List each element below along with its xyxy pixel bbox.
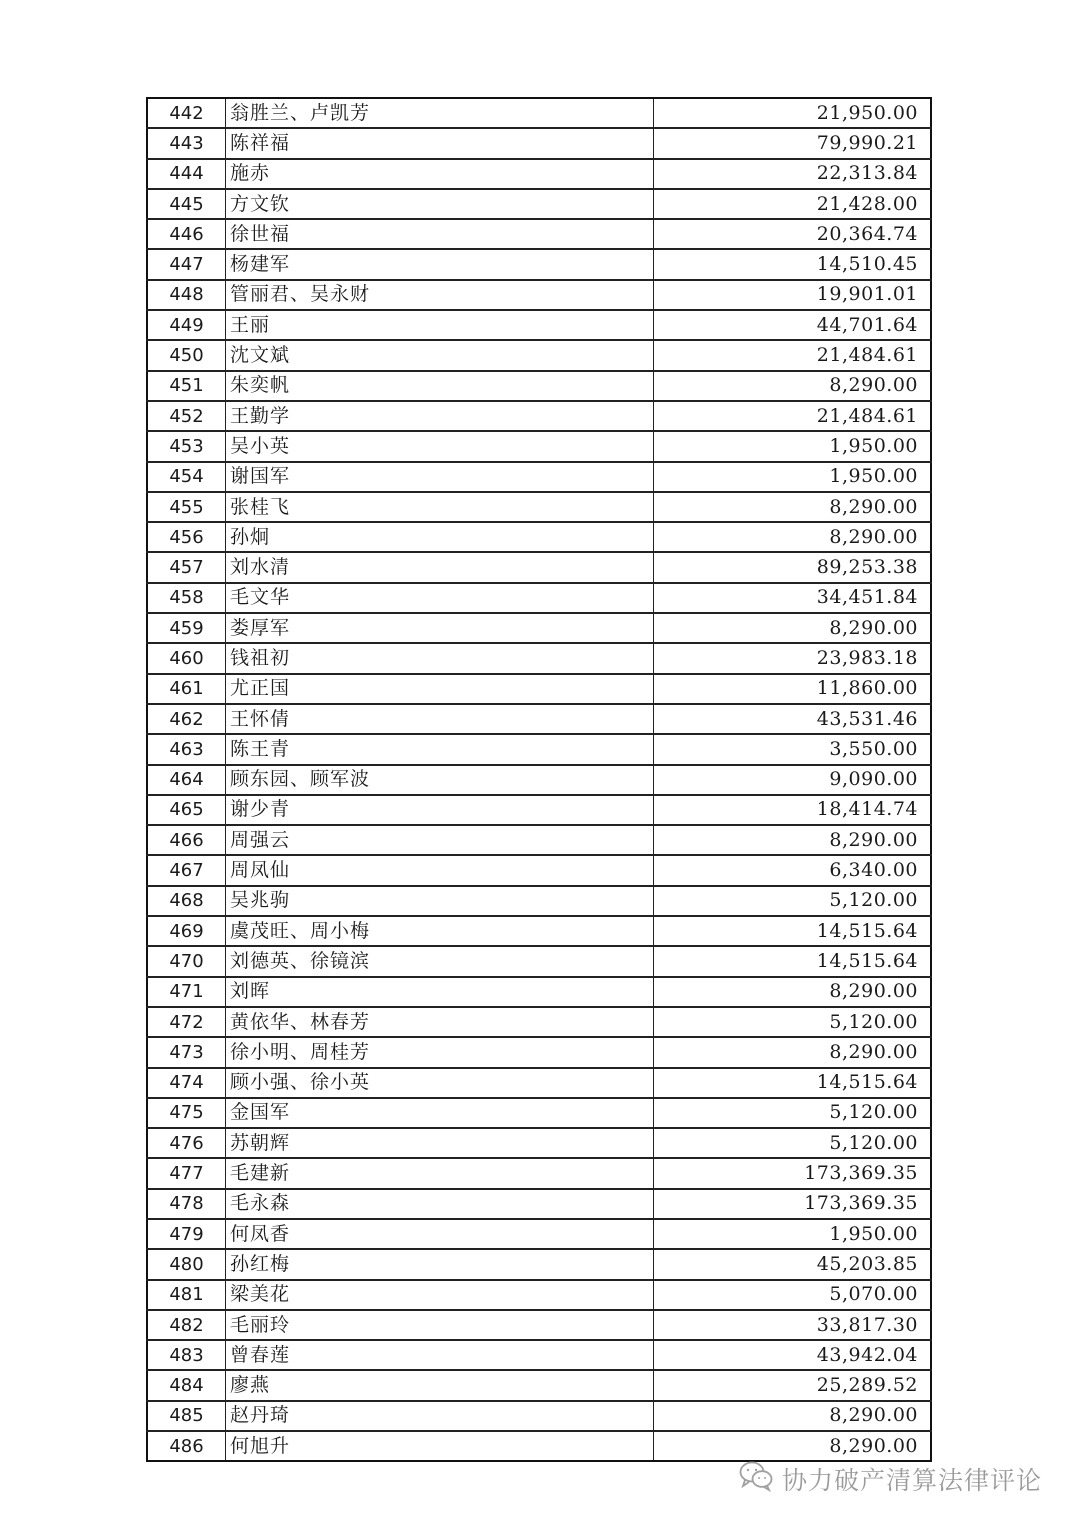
row-number: 469	[147, 916, 226, 946]
row-number: 448	[147, 280, 226, 310]
claim-amount: 43,942.04	[654, 1340, 932, 1370]
creditor-name: 周凤仙	[226, 855, 654, 885]
row-number: 442	[147, 98, 226, 128]
claim-amount: 43,531.46	[654, 704, 932, 734]
watermark-text: 协力破产清算法律评论	[781, 1466, 1042, 1495]
creditor-name: 陈祥福	[226, 128, 654, 158]
table-row	[147, 1189, 931, 1219]
creditor-name: 翁胜兰、卢凯芳	[226, 98, 654, 128]
claim-amount: 23,983.18	[654, 643, 932, 673]
table-row	[147, 795, 931, 825]
claim-amount: 8,290.00	[654, 492, 932, 522]
creditor-name: 陈王青	[226, 734, 654, 764]
table-row	[147, 1431, 931, 1461]
claim-amount: 33,817.30	[654, 1310, 932, 1340]
table-row	[147, 946, 931, 976]
claim-amount: 9,090.00	[654, 765, 932, 795]
table-row	[147, 825, 931, 855]
row-number: 481	[147, 1280, 226, 1310]
row-number: 443	[147, 128, 226, 158]
creditor-table-body	[147, 98, 931, 1461]
claim-amount: 8,290.00	[654, 825, 932, 855]
row-number: 478	[147, 1189, 226, 1219]
row-number: 480	[147, 1249, 226, 1279]
table-row	[147, 855, 931, 885]
claim-amount: 34,451.84	[654, 583, 932, 613]
table-row	[147, 128, 931, 158]
creditor-name: 梁美花	[226, 1280, 654, 1310]
claim-amount: 21,484.61	[654, 340, 932, 370]
table-row	[147, 249, 931, 279]
table-row	[147, 886, 931, 916]
row-number: 445	[147, 189, 226, 219]
creditor-name: 方文钦	[226, 189, 654, 219]
row-number: 466	[147, 825, 226, 855]
table-row	[147, 1219, 931, 1249]
creditor-name: 吴兆驹	[226, 886, 654, 916]
creditor-name: 孙红梅	[226, 1249, 654, 1279]
creditor-name: 毛文华	[226, 583, 654, 613]
table-row	[147, 704, 931, 734]
creditor-name: 曾春莲	[226, 1340, 654, 1370]
row-number: 468	[147, 886, 226, 916]
claim-amount: 8,290.00	[654, 613, 932, 643]
claim-amount: 79,990.21	[654, 128, 932, 158]
table-row	[147, 916, 931, 946]
claim-amount: 173,369.35	[654, 1189, 932, 1219]
creditor-name: 钱祖初	[226, 643, 654, 673]
table-row	[147, 522, 931, 552]
creditor-name: 毛永森	[226, 1189, 654, 1219]
claim-amount: 22,313.84	[654, 159, 932, 189]
creditor-name: 娄厚军	[226, 613, 654, 643]
claim-amount: 8,290.00	[654, 1431, 932, 1461]
row-number: 454	[147, 462, 226, 492]
row-number: 470	[147, 946, 226, 976]
table-row	[147, 552, 931, 582]
creditor-name: 毛建新	[226, 1158, 654, 1188]
creditor-name: 朱奕帆	[226, 371, 654, 401]
wechat-icon	[738, 1460, 774, 1498]
creditor-name: 顾小强、徐小英	[226, 1068, 654, 1098]
row-number: 474	[147, 1068, 226, 1098]
table-row	[147, 613, 931, 643]
claim-amount: 5,120.00	[654, 1128, 932, 1158]
row-number: 452	[147, 401, 226, 431]
creditor-name: 周强云	[226, 825, 654, 855]
claim-amount: 14,515.64	[654, 946, 932, 976]
table-row	[147, 159, 931, 189]
creditor-name: 管丽君、吴永财	[226, 280, 654, 310]
claim-amount: 1,950.00	[654, 431, 932, 461]
creditor-name: 何凤香	[226, 1219, 654, 1249]
table-row	[147, 674, 931, 704]
creditor-name: 金国军	[226, 1098, 654, 1128]
table-row	[147, 340, 931, 370]
table-row	[147, 1310, 931, 1340]
claim-amount: 14,510.45	[654, 249, 932, 279]
row-number: 467	[147, 855, 226, 885]
row-number: 486	[147, 1431, 226, 1461]
claim-amount: 1,950.00	[654, 1219, 932, 1249]
table-row	[147, 371, 931, 401]
claim-amount: 8,290.00	[654, 522, 932, 552]
row-number: 482	[147, 1310, 226, 1340]
table-row	[147, 1340, 931, 1370]
creditor-name: 刘晖	[226, 977, 654, 1007]
creditor-name: 谢少青	[226, 795, 654, 825]
row-number: 483	[147, 1340, 226, 1370]
creditor-name: 顾东园、顾军波	[226, 765, 654, 795]
creditor-name: 王丽	[226, 310, 654, 340]
table-row	[147, 1401, 931, 1431]
table-row	[147, 401, 931, 431]
row-number: 449	[147, 310, 226, 340]
creditor-name: 黄依华、林春芳	[226, 1007, 654, 1037]
row-number: 461	[147, 674, 226, 704]
claim-amount: 21,484.61	[654, 401, 932, 431]
row-number: 479	[147, 1219, 226, 1249]
claim-amount: 8,290.00	[654, 1037, 932, 1067]
creditor-name: 刘德英、徐镜滨	[226, 946, 654, 976]
creditor-name: 虞茂旺、周小梅	[226, 916, 654, 946]
creditor-name: 刘水清	[226, 552, 654, 582]
claim-amount: 5,120.00	[654, 1098, 932, 1128]
table-row	[147, 1158, 931, 1188]
row-number: 484	[147, 1370, 226, 1400]
table-row	[147, 431, 931, 461]
creditor-name: 沈文斌	[226, 340, 654, 370]
claim-amount: 5,120.00	[654, 1007, 932, 1037]
creditor-name: 毛丽玲	[226, 1310, 654, 1340]
row-number: 464	[147, 765, 226, 795]
table-row	[147, 1098, 931, 1128]
creditor-name: 何旭升	[226, 1431, 654, 1461]
row-number: 450	[147, 340, 226, 370]
table-row	[147, 462, 931, 492]
row-number: 458	[147, 583, 226, 613]
claim-amount: 8,290.00	[654, 371, 932, 401]
table-row	[147, 1280, 931, 1310]
creditor-name: 施赤	[226, 159, 654, 189]
claim-amount: 6,340.00	[654, 855, 932, 885]
creditor-table	[146, 97, 932, 1462]
row-number: 456	[147, 522, 226, 552]
row-number: 471	[147, 977, 226, 1007]
row-number: 472	[147, 1007, 226, 1037]
claim-amount: 8,290.00	[654, 977, 932, 1007]
creditor-name: 孙炯	[226, 522, 654, 552]
creditor-name: 王怀倩	[226, 704, 654, 734]
claim-amount: 45,203.85	[654, 1249, 932, 1279]
claim-amount: 21,428.00	[654, 189, 932, 219]
table-row	[147, 1068, 931, 1098]
claim-amount: 21,950.00	[654, 98, 932, 128]
table-row	[147, 734, 931, 764]
row-number: 446	[147, 219, 226, 249]
claim-amount: 8,290.00	[654, 1401, 932, 1431]
claim-amount: 3,550.00	[654, 734, 932, 764]
creditor-name: 吴小英	[226, 431, 654, 461]
claim-amount: 14,515.64	[654, 916, 932, 946]
row-number: 463	[147, 734, 226, 764]
row-number: 447	[147, 249, 226, 279]
claim-amount: 18,414.74	[654, 795, 932, 825]
creditor-name: 杨建军	[226, 249, 654, 279]
table-row	[147, 219, 931, 249]
row-number: 453	[147, 431, 226, 461]
row-number: 459	[147, 613, 226, 643]
claim-amount: 11,860.00	[654, 674, 932, 704]
claim-amount: 20,364.74	[654, 219, 932, 249]
table-row	[147, 1007, 931, 1037]
creditor-name: 廖燕	[226, 1370, 654, 1400]
row-number: 455	[147, 492, 226, 522]
row-number: 473	[147, 1037, 226, 1067]
claim-amount: 25,289.52	[654, 1370, 932, 1400]
row-number: 444	[147, 159, 226, 189]
row-number: 485	[147, 1401, 226, 1431]
creditor-name: 苏朝辉	[226, 1128, 654, 1158]
row-number: 462	[147, 704, 226, 734]
creditor-name: 徐世福	[226, 219, 654, 249]
creditor-name: 王勤学	[226, 401, 654, 431]
table-row	[147, 977, 931, 1007]
claim-amount: 173,369.35	[654, 1158, 932, 1188]
claim-amount: 14,515.64	[654, 1068, 932, 1098]
claim-amount: 5,120.00	[654, 886, 932, 916]
table-row	[147, 98, 931, 128]
table-row	[147, 1128, 931, 1158]
table-row	[147, 280, 931, 310]
creditor-name: 尤正国	[226, 674, 654, 704]
row-number: 460	[147, 643, 226, 673]
row-number: 451	[147, 371, 226, 401]
claim-amount: 5,070.00	[654, 1280, 932, 1310]
creditor-name: 谢国军	[226, 462, 654, 492]
claim-amount: 89,253.38	[654, 552, 932, 582]
row-number: 476	[147, 1128, 226, 1158]
table-row	[147, 643, 931, 673]
table-row	[147, 1370, 931, 1400]
row-number: 457	[147, 552, 226, 582]
table-row	[147, 310, 931, 340]
claim-amount: 44,701.64	[654, 310, 932, 340]
creditor-name: 徐小明、周桂芳	[226, 1037, 654, 1067]
creditor-name: 张桂飞	[226, 492, 654, 522]
table-row	[147, 765, 931, 795]
table-row	[147, 189, 931, 219]
claim-amount: 1,950.00	[654, 462, 932, 492]
claim-amount: 19,901.01	[654, 280, 932, 310]
table-row	[147, 492, 931, 522]
creditor-name: 赵丹琦	[226, 1401, 654, 1431]
row-number: 465	[147, 795, 226, 825]
row-number: 477	[147, 1158, 226, 1188]
wechat-watermark	[738, 1460, 1042, 1498]
row-number: 475	[147, 1098, 226, 1128]
table-row	[147, 1037, 931, 1067]
table-row	[147, 583, 931, 613]
table-row	[147, 1249, 931, 1279]
